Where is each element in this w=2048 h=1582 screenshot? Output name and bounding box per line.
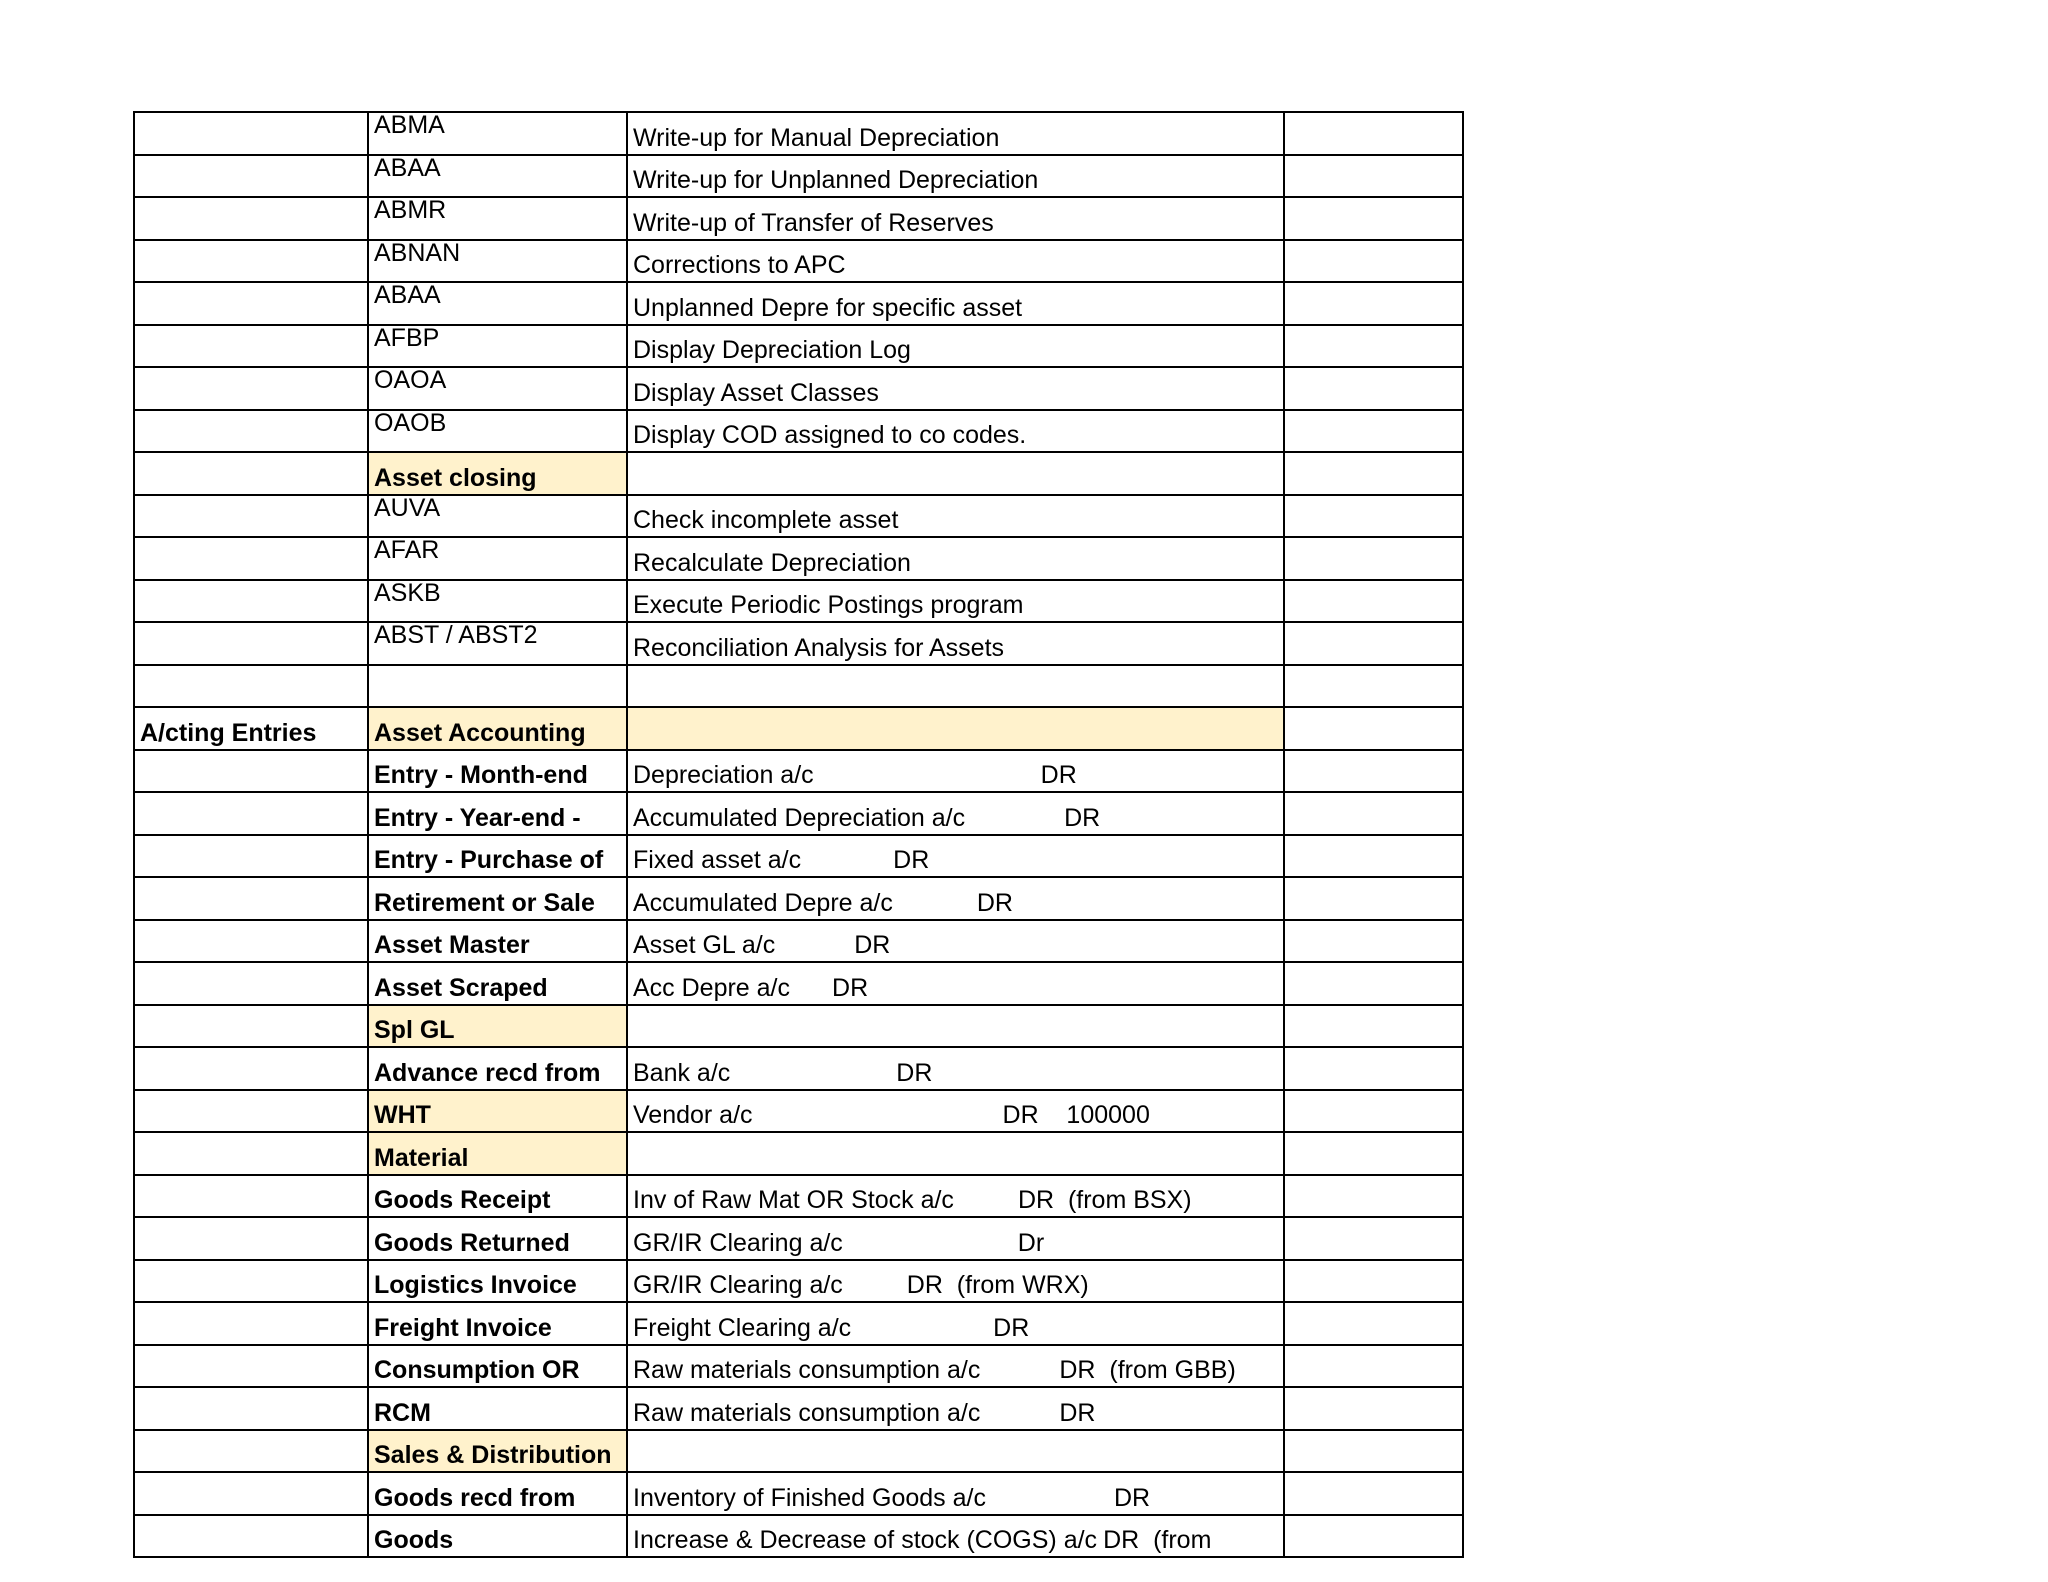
cell-empty[interactable]	[1284, 367, 1463, 410]
description-text: Freight Clearing a/c	[633, 1313, 852, 1342]
cell-empty[interactable]	[1284, 1302, 1463, 1345]
cell-code[interactable]: AFBP	[368, 325, 627, 368]
table-row	[134, 197, 1463, 240]
cell-code[interactable]: Goods Receipt	[368, 1175, 627, 1218]
cell-description[interactable]	[627, 665, 1284, 708]
cell-code[interactable]: Entry - Year-end -	[368, 792, 627, 835]
cell-category[interactable]	[134, 1005, 368, 1048]
table-row	[134, 240, 1463, 283]
cell-category[interactable]	[134, 197, 368, 240]
table-row	[134, 1132, 1463, 1175]
debit-credit-marker: DR	[1059, 1398, 1096, 1427]
cell-category[interactable]	[134, 537, 368, 580]
table-row	[134, 1175, 1463, 1218]
cell-code[interactable]: Asset Master	[368, 920, 627, 963]
cell-empty[interactable]	[1284, 410, 1463, 453]
cell-description[interactable]	[627, 622, 1284, 665]
cell-empty[interactable]	[1284, 792, 1463, 835]
description-text: Inventory of Finished Goods a/c	[633, 1483, 986, 1512]
cell-empty[interactable]	[1284, 112, 1463, 155]
table-row	[134, 1430, 1463, 1473]
cell-category[interactable]	[134, 112, 368, 155]
table-row	[134, 1090, 1463, 1133]
table-row	[134, 1047, 1463, 1090]
debit-credit-marker: DR	[993, 1313, 1030, 1342]
table-row	[134, 920, 1463, 963]
cell-code[interactable]: Asset Scraped	[368, 962, 627, 1005]
cell-empty[interactable]	[1284, 707, 1463, 750]
cell-category[interactable]	[134, 1430, 368, 1473]
description-text: Recalculate Depreciation	[633, 548, 911, 577]
table-row	[134, 495, 1463, 538]
cell-empty[interactable]	[1284, 835, 1463, 878]
table-row	[134, 835, 1463, 878]
cell-code[interactable]: AUVA	[368, 495, 627, 538]
cell-code[interactable]: Spl GL	[368, 1005, 627, 1048]
cell-empty[interactable]	[1284, 1515, 1463, 1558]
cell-code[interactable]: Goods	[368, 1515, 627, 1558]
cell-code[interactable]: Entry - Month-end	[368, 750, 627, 793]
cell-empty[interactable]	[1284, 665, 1463, 708]
cell-description[interactable]	[627, 1047, 1284, 1090]
table-row	[134, 367, 1463, 410]
cell-category[interactable]	[134, 155, 368, 198]
cell-category[interactable]	[134, 1302, 368, 1345]
cell-category[interactable]	[134, 282, 368, 325]
cell-empty[interactable]	[1284, 1345, 1463, 1388]
cell-description[interactable]	[627, 580, 1284, 623]
cell-empty[interactable]	[1284, 452, 1463, 495]
description-text: Unplanned Depre for specific asset	[633, 293, 1023, 322]
cell-category[interactable]	[134, 240, 368, 283]
description-text: Increase & Decrease of stock (COGS) a/c	[633, 1526, 1098, 1554]
cell-description[interactable]	[627, 537, 1284, 580]
table-row	[134, 750, 1463, 793]
debit-credit-marker: DR (from	[1103, 1526, 1212, 1554]
debit-credit-marker: DR	[832, 973, 869, 1002]
description-text: Display COD assigned to co codes.	[633, 421, 1027, 449]
description-text: Display Asset Classes	[633, 378, 879, 407]
cell-description[interactable]	[627, 792, 1284, 835]
description-text: Accumulated Depre a/c	[633, 888, 893, 917]
cell-description[interactable]	[627, 325, 1284, 368]
cell-description[interactable]	[627, 877, 1284, 920]
cell-empty[interactable]	[1284, 197, 1463, 240]
description-text: GR/IR Clearing a/c	[633, 1271, 843, 1299]
cell-category[interactable]: A/cting Entries	[134, 707, 368, 750]
table-row	[134, 1345, 1463, 1388]
table-row	[134, 1472, 1463, 1515]
cell-category[interactable]	[134, 495, 368, 538]
description-text: Raw materials consumption a/c	[633, 1356, 981, 1384]
cell-category[interactable]	[134, 1132, 368, 1175]
description-text: Asset GL a/c	[633, 931, 776, 959]
cell-code[interactable]: ASKB	[368, 580, 627, 623]
table-row	[134, 112, 1463, 155]
table-row	[134, 792, 1463, 835]
cell-category[interactable]	[134, 1260, 368, 1303]
cell-empty[interactable]	[1284, 240, 1463, 283]
table-row	[134, 537, 1463, 580]
cell-code[interactable]: Material	[368, 1132, 627, 1175]
cell-code[interactable]: ABMR	[368, 197, 627, 240]
description-text: Vendor a/c	[633, 1101, 753, 1129]
debit-credit-marker: DR	[1064, 803, 1101, 832]
cell-code[interactable]: Asset closing	[368, 452, 627, 495]
cell-category[interactable]	[134, 792, 368, 835]
description-text: Reconciliation Analysis for Assets	[633, 633, 1005, 662]
debit-credit-marker: DR	[1040, 761, 1077, 789]
debit-credit-marker: DR (from WRX)	[906, 1271, 1089, 1299]
table-row	[134, 325, 1463, 368]
cell-empty[interactable]	[1284, 282, 1463, 325]
cell-category[interactable]	[134, 580, 368, 623]
cell-category[interactable]	[134, 367, 368, 410]
cell-category[interactable]	[134, 1515, 368, 1558]
cell-empty[interactable]	[1284, 1175, 1463, 1218]
table-row	[134, 452, 1463, 495]
cell-empty[interactable]	[1284, 1217, 1463, 1260]
cell-description[interactable]	[627, 1345, 1284, 1388]
description-text: Write-up for Unplanned Depreciation	[633, 166, 1039, 194]
cell-description[interactable]	[627, 452, 1284, 495]
cell-description[interactable]	[627, 835, 1284, 878]
description-text: Write-up of Transfer of Reserves	[633, 208, 994, 237]
cell-empty[interactable]	[1284, 1005, 1463, 1048]
cell-description[interactable]	[627, 1217, 1284, 1260]
table-row	[134, 1302, 1463, 1345]
cell-description[interactable]	[627, 1302, 1284, 1345]
description-text: Fixed asset a/c	[633, 846, 802, 874]
cell-code[interactable]: ABMA	[368, 112, 627, 155]
description-text: Raw materials consumption a/c	[633, 1398, 981, 1427]
cell-category[interactable]	[134, 665, 368, 708]
table-row	[134, 622, 1463, 665]
cell-description[interactable]	[627, 1515, 1284, 1558]
description-text: GR/IR Clearing a/c	[633, 1228, 843, 1257]
debit-credit-marker: DR (from BSX)	[1017, 1186, 1192, 1214]
cell-category[interactable]	[134, 1387, 368, 1430]
cell-category[interactable]	[134, 920, 368, 963]
cell-category[interactable]	[134, 1090, 368, 1133]
cell-code[interactable]: Asset Accounting	[368, 707, 627, 750]
cell-category[interactable]	[134, 750, 368, 793]
cell-code[interactable]: Consumption OR	[368, 1345, 627, 1388]
cell-category[interactable]	[134, 452, 368, 495]
cell-code[interactable]: Advance recd from	[368, 1047, 627, 1090]
cell-category[interactable]	[134, 622, 368, 665]
description-text: Inv of Raw Mat OR Stock a/c	[633, 1186, 954, 1214]
cell-empty[interactable]	[1284, 877, 1463, 920]
cell-category[interactable]	[134, 325, 368, 368]
cell-code[interactable]: Freight Invoice	[368, 1302, 627, 1345]
cell-code[interactable]: RCM	[368, 1387, 627, 1430]
table-row	[134, 410, 1463, 453]
cell-description[interactable]	[627, 197, 1284, 240]
cell-category[interactable]	[134, 410, 368, 453]
cell-code[interactable]: Goods Returned	[368, 1217, 627, 1260]
table-row	[134, 665, 1463, 708]
description-text: Corrections to APC	[633, 251, 846, 279]
cell-description[interactable]	[627, 707, 1284, 750]
cell-category[interactable]	[134, 1345, 368, 1388]
cell-description[interactable]	[627, 410, 1284, 453]
table-row	[134, 1515, 1463, 1558]
cell-description[interactable]	[627, 962, 1284, 1005]
table-row	[134, 282, 1463, 325]
cell-empty[interactable]	[1284, 580, 1463, 623]
description-text: Depreciation a/c	[633, 761, 814, 789]
cell-empty[interactable]	[1284, 1132, 1463, 1175]
cell-code[interactable]: ABAA	[368, 155, 627, 198]
cell-empty[interactable]	[1284, 1387, 1463, 1430]
cell-category[interactable]	[134, 1175, 368, 1218]
cell-category[interactable]	[134, 835, 368, 878]
debit-credit-marker: DR	[976, 888, 1013, 917]
cell-description[interactable]	[627, 367, 1284, 410]
table-row	[134, 580, 1463, 623]
cell-description[interactable]	[627, 1472, 1284, 1515]
cell-description[interactable]	[627, 155, 1284, 198]
cell-code[interactable]: AFAR	[368, 537, 627, 580]
cell-empty[interactable]	[1284, 962, 1463, 1005]
cell-empty[interactable]	[1284, 920, 1463, 963]
cell-empty[interactable]	[1284, 1047, 1463, 1090]
description-text: Accumulated Depreciation a/c	[633, 803, 966, 832]
cell-code[interactable]	[368, 665, 627, 708]
cell-empty[interactable]	[1284, 537, 1463, 580]
cell-code[interactable]: Logistics Invoice	[368, 1260, 627, 1303]
cell-code[interactable]: Entry - Purchase of	[368, 835, 627, 878]
table-body	[134, 112, 1463, 1557]
cell-category[interactable]	[134, 877, 368, 920]
debit-credit-marker: Dr	[1017, 1228, 1045, 1257]
cell-code[interactable]: Retirement or Sale	[368, 877, 627, 920]
cell-code[interactable]: WHT	[368, 1090, 627, 1133]
cell-code[interactable]: Sales & Distribution	[368, 1430, 627, 1473]
cell-description[interactable]	[627, 920, 1284, 963]
spreadsheet-table	[133, 111, 1464, 1558]
table-row	[134, 1217, 1463, 1260]
table-row	[134, 1260, 1463, 1303]
table-row	[134, 155, 1463, 198]
cell-description[interactable]	[627, 240, 1284, 283]
cell-code[interactable]: OAOB	[368, 410, 627, 453]
table-row	[134, 1005, 1463, 1048]
cell-category[interactable]	[134, 1472, 368, 1515]
cell-description[interactable]	[627, 1090, 1284, 1133]
cell-code[interactable]: ABST / ABST2	[368, 622, 627, 665]
debit-credit-marker: DR 100000	[1002, 1101, 1150, 1129]
cell-empty[interactable]	[1284, 495, 1463, 538]
table-row	[134, 707, 1463, 750]
cell-empty[interactable]	[1284, 622, 1463, 665]
cell-code[interactable]: OAOA	[368, 367, 627, 410]
description-text: Display Depreciation Log	[633, 336, 911, 364]
table-row	[134, 962, 1463, 1005]
description-text: Bank a/c	[633, 1058, 731, 1087]
cell-description[interactable]	[627, 495, 1284, 538]
cell-category[interactable]	[134, 962, 368, 1005]
cell-description[interactable]	[627, 1175, 1284, 1218]
cell-description[interactable]	[627, 1005, 1284, 1048]
cell-empty[interactable]	[1284, 325, 1463, 368]
cell-empty[interactable]	[1284, 750, 1463, 793]
cell-empty[interactable]	[1284, 1090, 1463, 1133]
cell-description[interactable]	[627, 1430, 1284, 1473]
description-text: Write-up for Manual Depreciation	[633, 123, 1000, 152]
cell-description[interactable]	[627, 112, 1284, 155]
cell-code[interactable]: ABAA	[368, 282, 627, 325]
debit-credit-marker: DR	[893, 846, 930, 874]
debit-credit-marker: DR	[854, 931, 891, 959]
cell-category[interactable]	[134, 1047, 368, 1090]
table-row	[134, 877, 1463, 920]
cell-empty[interactable]	[1284, 1472, 1463, 1515]
cell-description[interactable]	[627, 1387, 1284, 1430]
debit-credit-marker: DR (from GBB)	[1059, 1356, 1236, 1384]
cell-empty[interactable]	[1284, 1430, 1463, 1473]
cell-empty[interactable]	[1284, 1260, 1463, 1303]
table-row	[134, 1387, 1463, 1430]
description-text: Execute Periodic Postings program	[633, 591, 1024, 619]
cell-category[interactable]	[134, 1217, 368, 1260]
cell-description[interactable]	[627, 1132, 1284, 1175]
cell-empty[interactable]	[1284, 155, 1463, 198]
description-text: Check incomplete asset	[633, 506, 899, 534]
description-text: Acc Depre a/c	[633, 973, 791, 1002]
cell-description[interactable]	[627, 1260, 1284, 1303]
cell-code[interactable]: Goods recd from	[368, 1472, 627, 1515]
cell-description[interactable]	[627, 282, 1284, 325]
debit-credit-marker: DR	[1113, 1483, 1151, 1512]
debit-credit-marker: DR	[896, 1058, 933, 1087]
cell-description[interactable]	[627, 750, 1284, 793]
cell-code[interactable]: ABNAN	[368, 240, 627, 283]
